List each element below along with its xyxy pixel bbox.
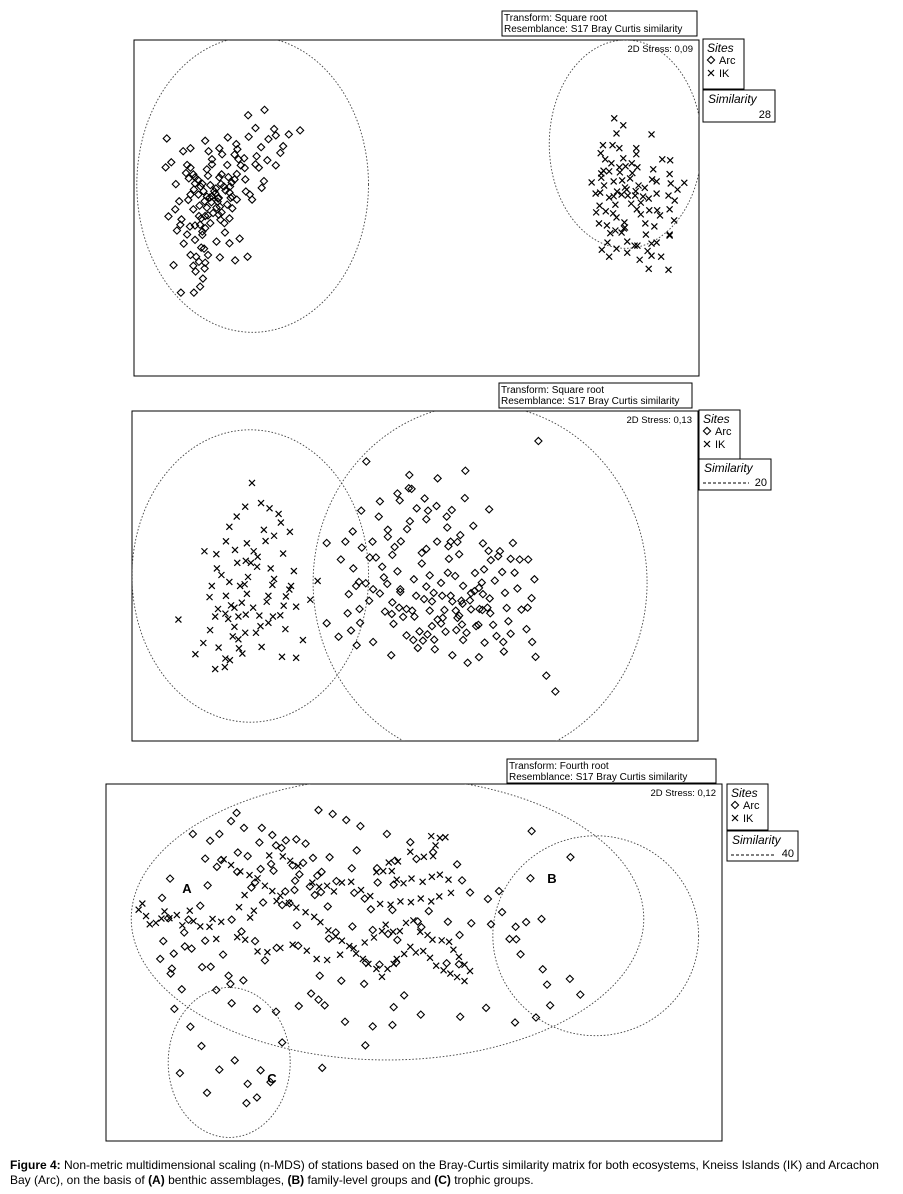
- legend-label-ik: IK: [719, 68, 730, 80]
- group-label-b: B: [547, 871, 557, 886]
- transform-label: Transform: Square root: [504, 13, 608, 24]
- group-label-c: C: [267, 1071, 277, 1086]
- similarity-title: Similarity: [732, 833, 781, 847]
- legend-title: Sites: [707, 41, 734, 55]
- plot-frame: [106, 784, 722, 1141]
- transform-label: Transform: Fourth root: [509, 761, 609, 772]
- figure-caption: [10, 1158, 898, 1188]
- caption-text-2: benthic assemblages,: [164, 1173, 288, 1187]
- legend-label-ik: IK: [743, 813, 754, 825]
- legend-label-ik: IK: [715, 439, 726, 451]
- similarity-title: Similarity: [704, 461, 753, 475]
- transform-label: Transform: Square root: [501, 385, 605, 396]
- caption-c: (C): [434, 1173, 451, 1187]
- resemblance-label: Resemblance: S17 Bray Curtis similarity: [501, 396, 680, 407]
- similarity-value: 40: [781, 848, 794, 860]
- stress-label: 2D Stress: 0,09: [627, 44, 693, 55]
- group-label-a: A: [182, 881, 192, 896]
- similarity-value: 20: [754, 477, 767, 489]
- stress-label: 2D Stress: 0,13: [626, 415, 692, 426]
- similarity-value: 28: [758, 109, 771, 121]
- caption-a: (A): [148, 1173, 165, 1187]
- caption-text-4: trophic groups.: [450, 1173, 534, 1187]
- caption-text-1: Non-metric multidimensional scaling (n-MDS) of stations based on the Bray-Curtis similarity matrix for both ecosystems, Kneiss Islands (IK) and Arcachon Bay (Arc), on the basis of: [10, 1158, 879, 1187]
- legend-title: Sites: [703, 412, 730, 426]
- stress-label: 2D Stress: 0,12: [650, 788, 716, 799]
- legend-label-arc: Arc: [719, 55, 736, 67]
- legend-label-arc: Arc: [715, 426, 732, 438]
- chart-2: [132, 383, 771, 761]
- chart-1: [134, 11, 775, 376]
- similarity-title: Similarity: [708, 92, 757, 106]
- legend-title: Sites: [731, 786, 758, 800]
- caption-label: Figure 4:: [10, 1158, 61, 1172]
- resemblance-label: Resemblance: S17 Bray Curtis similarity: [509, 772, 688, 783]
- plot-frame: [132, 411, 698, 741]
- caption-text-3: family-level groups and: [304, 1173, 435, 1187]
- legend-label-arc: Arc: [743, 800, 760, 812]
- chart-3: [106, 759, 798, 1141]
- caption-b: (B): [287, 1173, 305, 1187]
- resemblance-label: Resemblance: S17 Bray Curtis similarity: [504, 24, 683, 35]
